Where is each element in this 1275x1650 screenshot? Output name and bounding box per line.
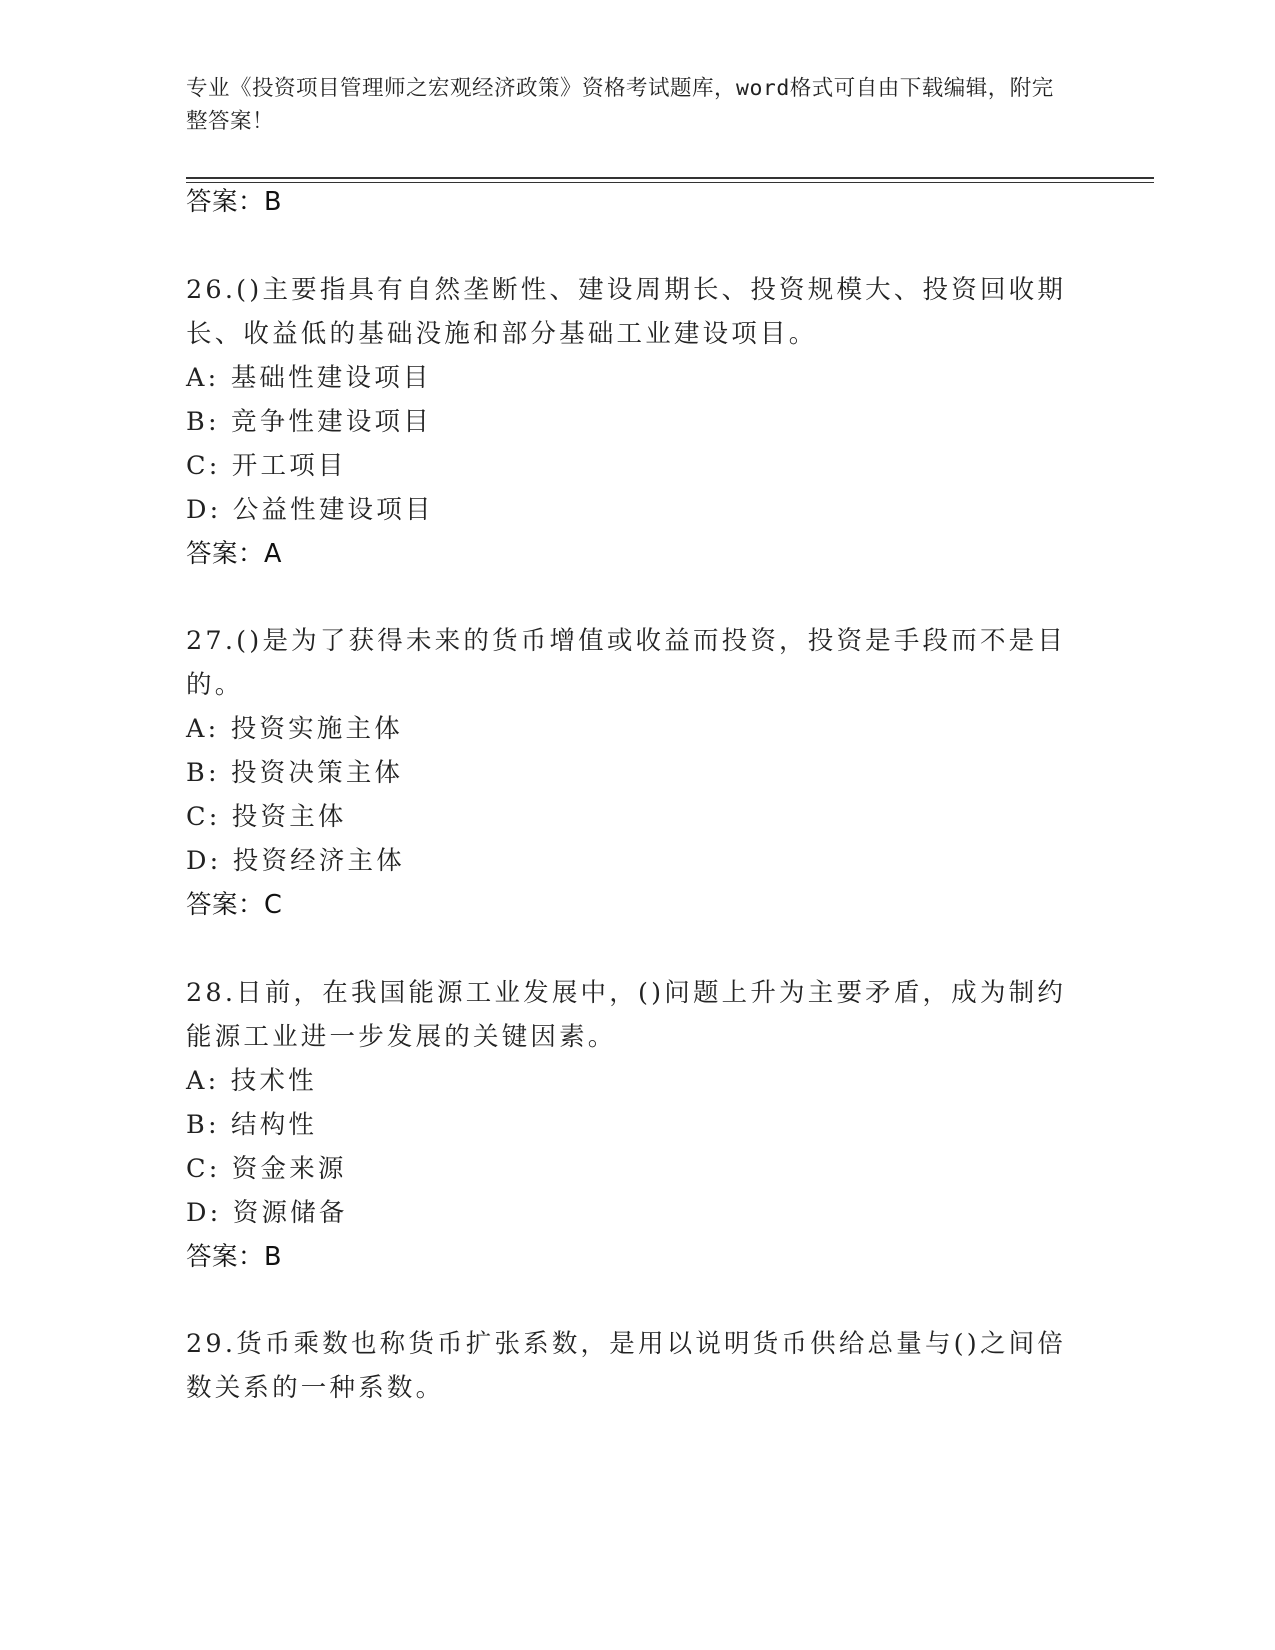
header-divider-thick bbox=[186, 177, 1154, 179]
question-28-option-c: C: 资金来源 bbox=[186, 1154, 347, 1184]
question-27-option-b: B: 投资决策主体 bbox=[186, 758, 404, 788]
header-divider-thin bbox=[186, 182, 1154, 183]
question-29-line-1: 29.货币乘数也称货币扩张系数，是用以说明货币供给总量与()之间倍 bbox=[186, 1329, 1067, 1359]
question-28-line-1: 28.日前，在我国能源工业发展中，()问题上升为主要矛盾，成为制约 bbox=[186, 978, 1067, 1008]
question-28-option-d: D: 资源储备 bbox=[186, 1198, 348, 1228]
question-26-option-d: D: 公益性建设项目 bbox=[186, 495, 434, 525]
question-27-option-d: D: 投资经济主体 bbox=[186, 846, 405, 876]
question-27-line-1: 27.()是为了获得未来的货币增值或收益而投资，投资是手段而不是目 bbox=[186, 626, 1067, 656]
question-28-option-b: B: 结构性 bbox=[186, 1110, 318, 1140]
question-26-line-2: 长、收益低的基础没施和部分基础工业建设项目。 bbox=[186, 319, 818, 349]
question-26-line-1: 26.()主要指具有自然垄断性、建设周期长、投资规模大、投资回收期 bbox=[186, 275, 1067, 305]
answer-27: 答案：C bbox=[186, 890, 283, 920]
question-29-line-2: 数关系的一种系数。 bbox=[186, 1373, 445, 1403]
question-26-option-a: A: 基础性建设项目 bbox=[186, 363, 432, 393]
question-28-line-2: 能源工业进一步发展的关键因素。 bbox=[186, 1022, 617, 1052]
document-header: 专业《投资项目管理师之宏观经济政策》资格考试题库，word格式可自由下载编辑，附完整答案！ bbox=[186, 76, 1054, 134]
answer-25: 答案：B bbox=[186, 187, 282, 217]
question-27-option-c: C: 投资主体 bbox=[186, 802, 347, 832]
answer-28: 答案：B bbox=[186, 1242, 282, 1272]
question-26-option-c: C: 开工项目 bbox=[186, 451, 347, 481]
answer-26: 答案：A bbox=[186, 539, 282, 569]
question-27-option-a: A: 投资实施主体 bbox=[186, 714, 403, 744]
question-27-line-2: 的。 bbox=[186, 670, 244, 700]
question-28-option-a: A: 技术性 bbox=[186, 1066, 317, 1096]
question-26-option-b: B: 竞争性建设项目 bbox=[186, 407, 432, 437]
